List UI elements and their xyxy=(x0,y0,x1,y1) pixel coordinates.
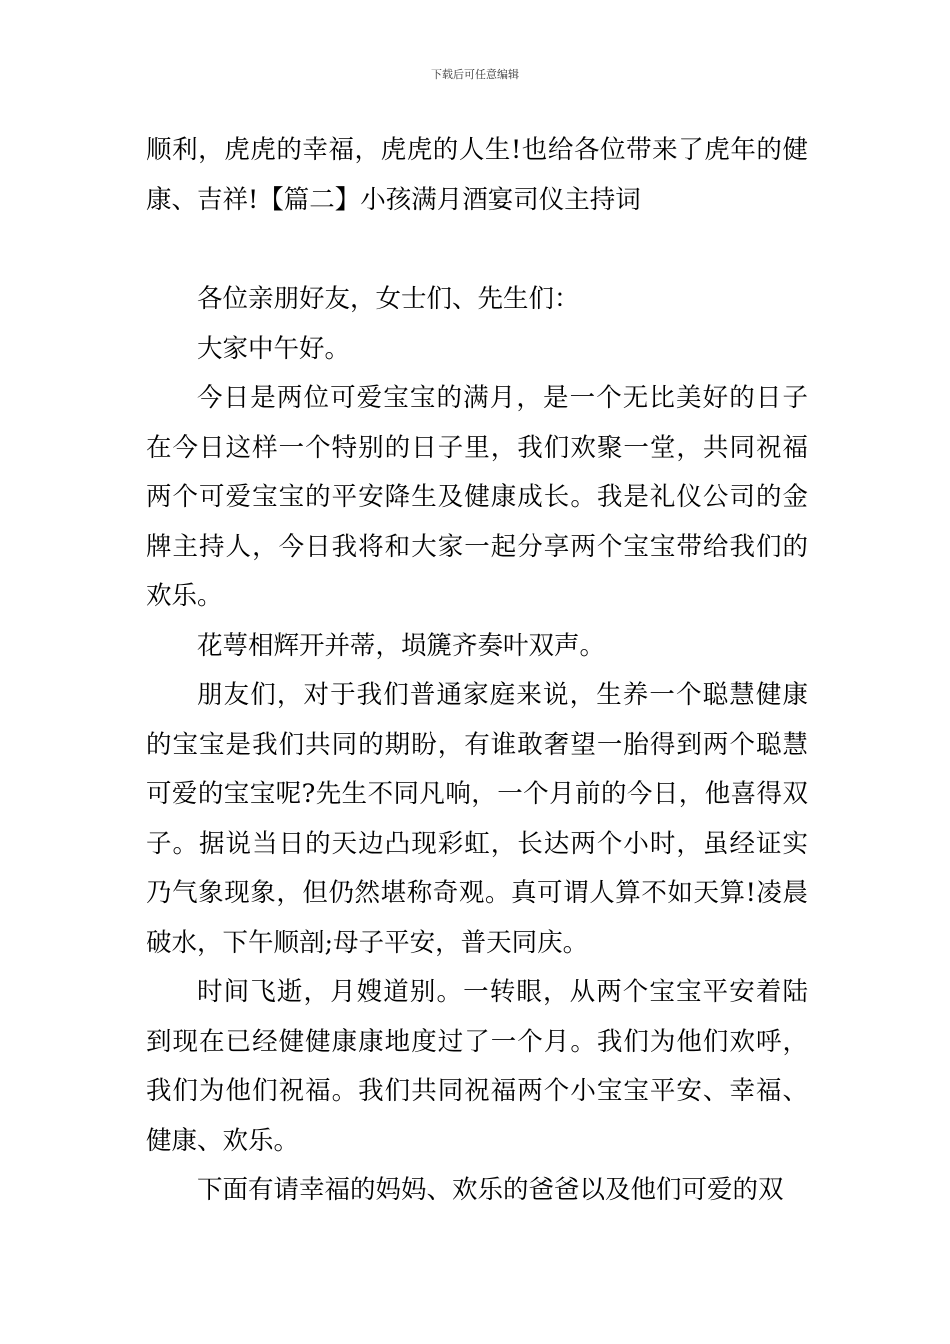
paragraph-one-month: 时间飞逝，月嫂道别。一转眼，从两个宝宝平安着陆到现在已经健健康康地度过了一个月。我们为他们欢呼，我们为他们祝福。我们共同祝福两个小宝宝平安、幸福、健康、欢乐。 xyxy=(146,977,808,1156)
paragraph-couplet: 花萼相辉开并蒂，埙篪齐奏叶双声。 xyxy=(197,630,606,661)
paragraph-gap xyxy=(146,225,808,275)
paragraph-greeting: 各位亲朋好友，女士们、先生们： xyxy=(197,284,580,314)
paragraph-introduction: 今日是两位可爱宝宝的满月，是一个无比美好的日子在今日这样一个特别的日子里，我们欢聚一堂，共同祝福两个可爱宝宝的平安降生及健康成长。我是礼仪公司的金牌主持人，今日我将和大家一起分享两个宝宝带给我们的欢乐。 xyxy=(146,383,808,611)
paragraph-good-noon: 大家中午好。 xyxy=(197,333,351,364)
document-body xyxy=(146,126,808,1216)
opening-paragraph: 顺利，虎虎的幸福，虎虎的人生!也给各位带来了虎年的健康、吉祥!【篇二】小孩满月酒宴司仪主持词 xyxy=(146,135,808,215)
header-note: 下载后可任意编辑 xyxy=(431,68,519,81)
paragraph-invitation: 下面有请幸福的妈妈、欢乐的爸爸以及他们可爱的双 xyxy=(197,1175,784,1205)
paragraph-twins-story: 朋友们，对于我们普通家庭来说，生养一个聪慧健康的宝宝是我们共同的期盼，有谁敢奢望一胎得到两个聪慧可爱的宝宝呢?先生不同凡响，一个月前的今日，他喜得双子。据说当日的天边凸现彩虹，长达两个小时，虽经证实乃气象现象，但仍然堪称奇观。真可谓人算不如天算!凌晨破水，下午顺剖;母子平安，普天同庆。 xyxy=(146,680,808,958)
